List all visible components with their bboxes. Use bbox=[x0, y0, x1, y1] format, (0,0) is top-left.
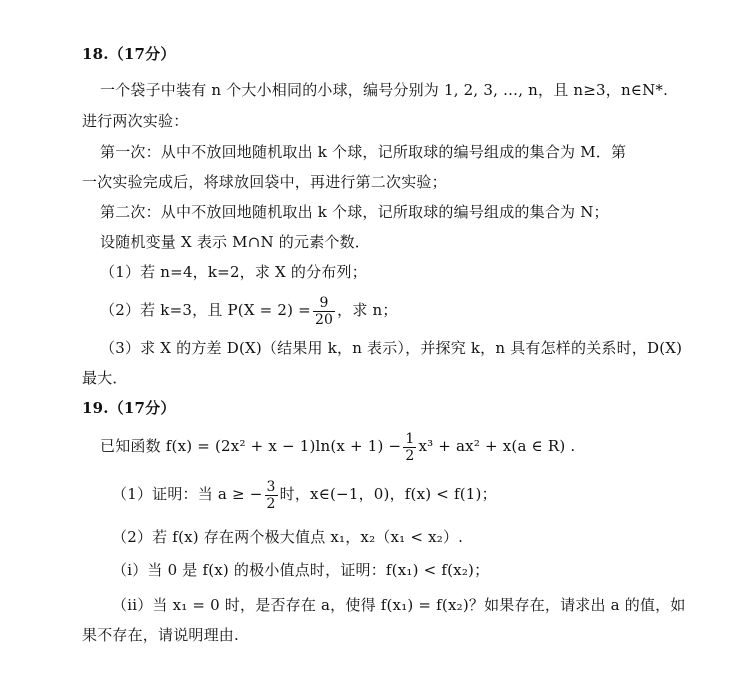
q18-part1: （1）若 n=4，k=2，求 X 的分布列； bbox=[100, 263, 367, 281]
q19-part2-ii-line2: 果不存在，请说明理由. bbox=[82, 626, 239, 644]
q19-function bbox=[100, 428, 575, 464]
q19-header: 19.（17分） bbox=[82, 399, 176, 417]
q19-function-after: x³ + ax² + x(a ∈ R) . bbox=[418, 437, 576, 455]
q18-part2-fraction bbox=[313, 295, 335, 328]
q18-part3-line1: （3）求 X 的方差 D(X)（结果用 k，n 表示），并探究 k，n 具有怎样的关系时，D(X) bbox=[100, 339, 683, 357]
q18-exp2-line: 第二次：从中不放回地随机取出 k 个球，记所取球的编号组成的集合为 N； bbox=[100, 203, 609, 221]
fraction-numerator: 9 bbox=[313, 295, 335, 312]
fraction-denominator: 20 bbox=[314, 311, 334, 328]
q18-part3-line2: 最大． bbox=[82, 369, 128, 387]
q19-part1-fraction bbox=[265, 479, 278, 512]
q18-variable-line: 设随机变量 X 表示 M∩N 的元素个数． bbox=[100, 233, 371, 251]
q18-intro-line1: 一个袋子中装有 n 个大小相同的小球，编号分别为 1, 2, 3, …, n，且 n≥3，n∈N*. bbox=[100, 81, 669, 99]
q18-header: 18.（17分） bbox=[82, 45, 176, 63]
q19-function-fraction bbox=[403, 431, 416, 464]
q18-part2-text-before: （2）若 k=3，且 P(X = 2) = bbox=[100, 301, 311, 319]
q18-exp1-line2: 一次实验完成后，将球放回袋中，再进行第二次实验； bbox=[82, 173, 447, 191]
q19-part2-i: （i）当 0 是 f(x) 的极小值点时，证明：f(x₁) < f(x₂)； bbox=[112, 561, 490, 579]
q19-part1 bbox=[112, 476, 497, 512]
q18-part2-text-after: ，求 n； bbox=[337, 301, 398, 319]
q19-part2: （2）若 f(x) 存在两个极大值点 x₁，x₂（x₁ < x₂）. bbox=[112, 528, 464, 546]
fraction-numerator: 3 bbox=[266, 478, 276, 495]
q19-part1-before: （1）证明：当 a ≥ − bbox=[112, 485, 263, 503]
q18-exp1-line1: 第一次：从中不放回地随机取出 k 个球，记所取球的编号组成的集合为 M．第 bbox=[100, 143, 627, 161]
fraction-denominator: 2 bbox=[266, 495, 276, 512]
fraction-denominator: 2 bbox=[405, 447, 415, 464]
q19-function-before: 已知函数 f(x) = (2x² + x − 1)ln(x + 1) − bbox=[100, 437, 402, 455]
q19-part2-ii-line1: （ii）当 x₁ = 0 时，是否存在 a，使得 f(x₁) = f(x₂)？如果存在，请求出 a 的值，如 bbox=[112, 596, 686, 614]
q19-part1-after: 时，x∈(−1，0)，f(x) < f(1)； bbox=[279, 485, 497, 503]
q18-intro-line2: 进行两次实验： bbox=[82, 112, 189, 130]
q18-part2 bbox=[100, 292, 398, 328]
fraction-numerator: 1 bbox=[405, 430, 415, 447]
